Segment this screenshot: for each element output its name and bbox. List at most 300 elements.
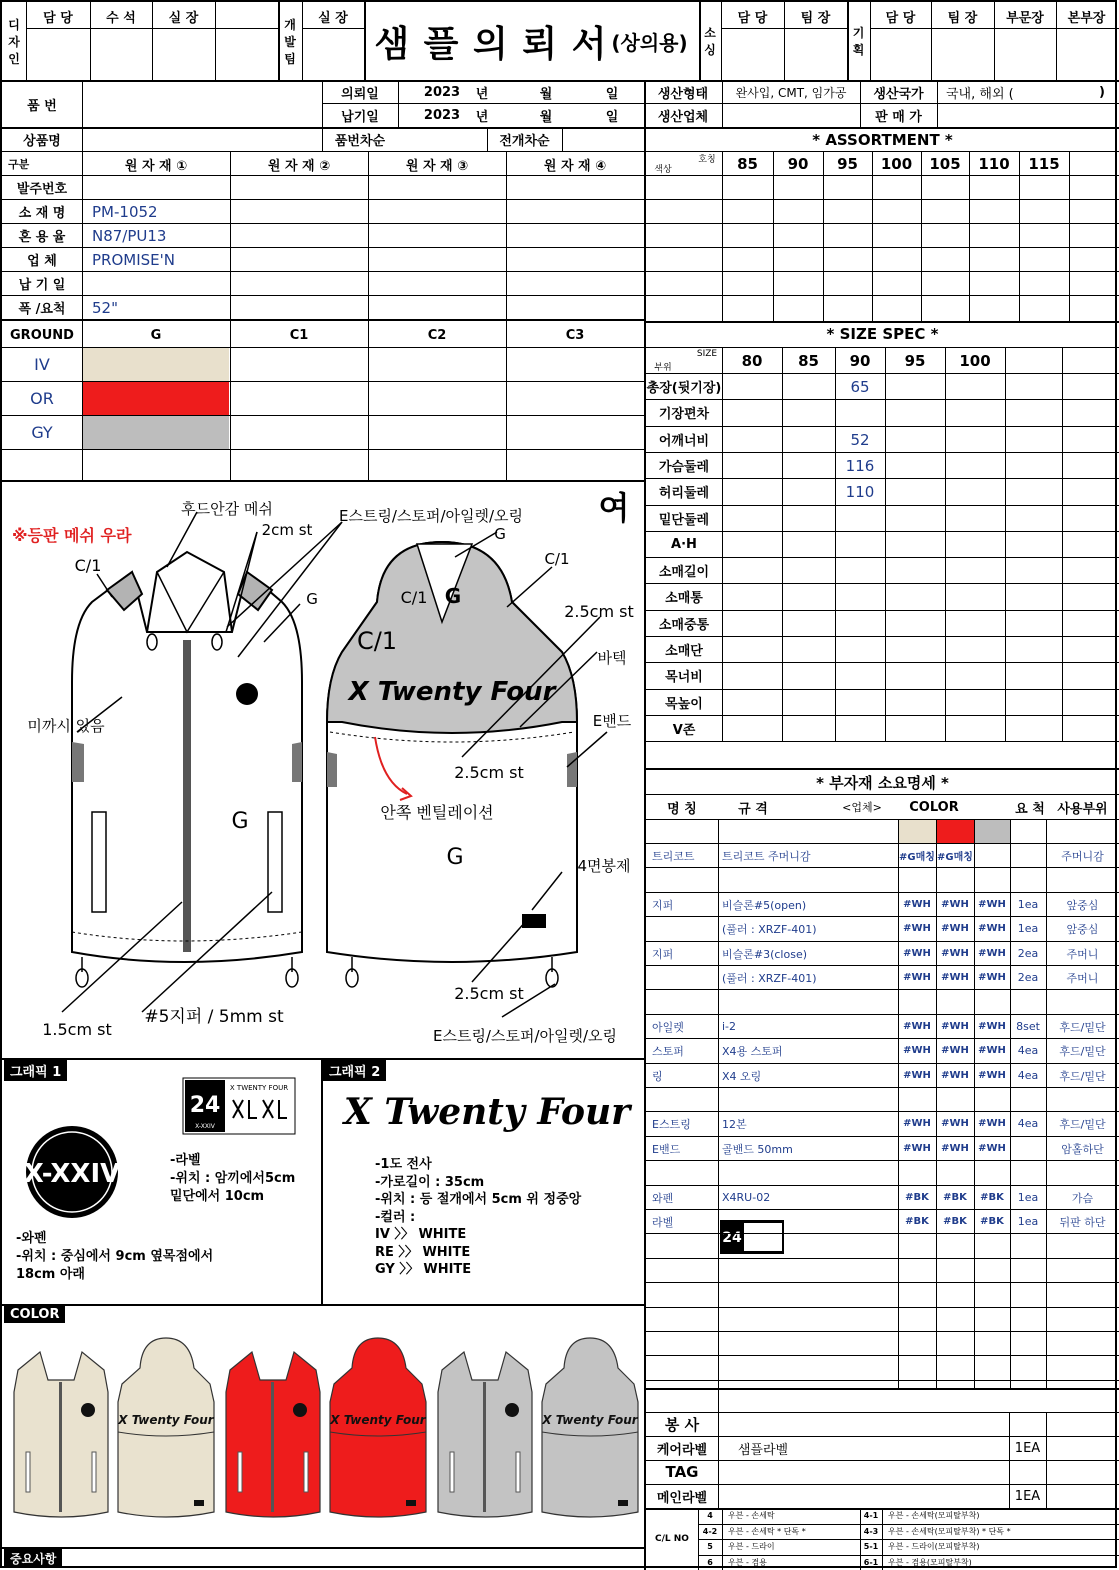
stitch-25-top-label: 2.5cm st (564, 601, 634, 621)
sub-item-name: 링 (652, 1069, 663, 1083)
size-spec-col: 95 (904, 351, 926, 370)
assortment-size-col: 110 (978, 154, 1010, 173)
size-spec-row-label: V존 (672, 723, 696, 738)
sub-item-color-3: #WH (978, 972, 1006, 983)
sub-item-use (1046, 868, 1119, 891)
c1-yoke-label: C/1 (356, 627, 398, 655)
ventilation-label: 안쪽 벤틸레이션 (380, 802, 494, 822)
assortment-size-col: 95 (837, 154, 858, 173)
sub-item-use: 후드/밑단 (1059, 1044, 1106, 1058)
sub-item-color-1 (898, 990, 936, 1013)
sub-col-use: 사용부위 (1057, 801, 1108, 817)
sub-item-color-1: #WH (903, 1118, 931, 1129)
size-spec-row-label: 소매통 (665, 591, 703, 606)
sub-col-vendor: <업체> (842, 801, 882, 814)
sub-item-spec (718, 1210, 898, 1233)
size-spec-col: 80 (741, 351, 763, 370)
material-col-3: 원 자 재 ③ (405, 158, 469, 174)
back-mesh-note: ※등판 메쉬 우라 (12, 525, 132, 545)
sub-item-color-2: #G매칭 (937, 852, 973, 863)
cl-desc: 우븐 - 겸용 (728, 1558, 767, 1567)
material-col-2: 원 자 재 ② (267, 158, 331, 174)
label-bottom-text: X-XXIV (195, 1123, 215, 1130)
colorway-front-2 (438, 1352, 532, 1517)
sub-item-color-1: #WH (903, 899, 931, 910)
c1-left-label: C/1 (74, 555, 102, 575)
sub-item-color-3: #WH (978, 899, 1006, 910)
sub-item-color-2 (936, 868, 974, 891)
cl-desc: 우븐 - 손세탁 (728, 1511, 775, 1520)
back-logo-text: X Twenty Four (348, 677, 556, 707)
sub-item-spec: X4RU-02 (722, 1191, 771, 1204)
size-spec-value: 116 (845, 456, 875, 475)
colorway-name: IV (34, 355, 50, 374)
material-row-label: 소 재 명 (18, 206, 66, 221)
care-label-value: 샘플라벨 (737, 1442, 789, 1458)
cl-code: 4-3 (863, 1527, 879, 1536)
due-year: 2023 (423, 108, 461, 123)
sub-item-color-1: #WH (903, 1045, 931, 1056)
cl-desc: 우븐 - 드라이(모피탈부착) (888, 1542, 980, 1551)
print-spec-note: -1도 전사 -가로길이 : 35cm -위치 : 등 절개에서 5cm 위 정중앙 -컬러 : IV 〉〉 WHITE RE 〉〉 WHITE GY 〉〉 WHITE (375, 1157, 582, 1277)
sub-item-qty (1010, 844, 1046, 867)
sub-item-spec (718, 1161, 898, 1184)
due-month-unit: 월 (539, 110, 553, 125)
size-spec-value (835, 690, 885, 715)
sub-item-color-2: #WH (941, 923, 969, 934)
sub-item-color-1: #WH (903, 948, 931, 959)
cl-code: 4-2 (702, 1527, 718, 1536)
sourcing-staff-col: 담 당 (737, 10, 768, 26)
colorway-front-1 (226, 1352, 320, 1517)
colorway-name: GY (31, 423, 53, 442)
assortment-corner-top: 호칭 (698, 154, 716, 165)
sales-price-label: 판 매 가 (875, 110, 922, 125)
planning-lead-col: 팀 장 (947, 10, 978, 26)
sub-item-use: 뒤판 하단 (1059, 1215, 1106, 1229)
sub-color-swatch (937, 820, 974, 843)
sub-item-name (648, 966, 718, 989)
sub-item-spec (718, 868, 898, 891)
sub-item-use: 주머니감 (1061, 849, 1104, 863)
sub-item-spec: X4용 스토퍼 (722, 1044, 783, 1058)
sub-item-qty (1010, 868, 1046, 891)
label-position-note: -라벨 -위치 : 암끼에서5cm 밑단에서 10cm (170, 1153, 296, 1204)
size-spec-value (835, 663, 885, 688)
sub-col-color: COLOR (909, 799, 959, 815)
sub-item-qty: 1ea (1017, 1191, 1039, 1204)
production-country-value: 국내, 해외 ( (946, 87, 1014, 102)
assortment-size-col: 85 (737, 154, 758, 173)
material-row-label: 혼 용 율 (18, 230, 66, 245)
size-spec-row-label: 소매단 (665, 644, 703, 659)
sub-item-qty: 4ea (1017, 1044, 1039, 1057)
sub-item-use (1046, 1088, 1119, 1111)
g-hood-label: G (444, 584, 462, 608)
svg-text:24: 24 (722, 1230, 742, 1246)
cl-desc: 우븐 - 드라이 (728, 1542, 775, 1551)
colorway-illustrations (2, 1332, 644, 1546)
material-col-4: 원 자 재 ④ (543, 158, 607, 174)
svg-text:X Twenty Four: X Twenty Four (330, 1413, 426, 1427)
sourcing-label: 소 싱 (704, 26, 716, 57)
sub-item-name: 지퍼 (652, 947, 674, 961)
sub-item-color-3 (974, 1161, 1010, 1184)
material-col-1: 원 자 재 ① (124, 158, 188, 174)
sub-item-qty: 1ea (1017, 922, 1039, 935)
sub-item-color-2 (936, 1088, 974, 1111)
cl-desc: 우븐 - 겸용(모피탈부착) (888, 1558, 972, 1567)
sub-item-color-2: #WH (941, 1118, 969, 1129)
sub-item-color-2 (936, 990, 974, 1013)
sub-item-color-3: #WH (978, 1021, 1006, 1032)
sub-item-color-3 (974, 990, 1010, 1013)
colorway-back-1 (329, 1338, 427, 1517)
c1-back-right-label: C/1 (544, 550, 570, 568)
sub-item-use: 주머니 (1066, 971, 1099, 985)
production-type-label: 생산형태 (657, 87, 709, 102)
material-row-label: 납 기 일 (18, 278, 66, 293)
sub-item-color-3: #WH (978, 923, 1006, 934)
sub-item-color-2: #WH (941, 1070, 969, 1081)
sub-item-name: E스트링 (652, 1117, 691, 1131)
size-spec-col: 100 (959, 351, 991, 370)
four-panel-label: 4면봉제 (577, 856, 631, 875)
sub-item-color-1: #WH (903, 1143, 931, 1154)
sub-item-color-2: #WH (941, 1143, 969, 1154)
planning-label: 기 획 (852, 26, 865, 57)
sub-item-color-2: #WH (941, 1045, 969, 1056)
sub-color-swatch (975, 820, 1010, 843)
cl-code: 5 (707, 1542, 713, 1551)
sub-item-spec (718, 1088, 898, 1111)
material-row-value: N87/PU13 (92, 226, 167, 245)
sub-item-color-3: #BK (980, 1192, 1004, 1203)
cl-code: 6-1 (863, 1558, 879, 1567)
request-year-unit: 년 (475, 87, 489, 102)
sub-item-name (648, 917, 718, 940)
sub-item-color-3 (974, 844, 1010, 867)
stitch-15-label: 1.5cm st (42, 1019, 112, 1039)
no-seam-label: 미까시 있음 (27, 716, 105, 735)
sub-item-qty: 2ea (1017, 971, 1039, 984)
cl-code: 4 (707, 1511, 713, 1520)
sub-item-qty: 4ea (1017, 1069, 1039, 1082)
sub-color-swatch (899, 820, 936, 843)
sub-item-color-2: #BK (943, 1192, 967, 1203)
due-day-unit: 일 (605, 110, 619, 125)
estring-top-label: E스트링/스토퍼/아일렛/오링 (338, 506, 524, 525)
main-label-label: 메인라벨 (656, 1490, 708, 1506)
colorway-swatch (83, 416, 229, 449)
size-spec-row-label: 총장(뒷기장) (646, 381, 722, 396)
sub-item-color-1 (898, 868, 936, 891)
assortment-size-col: 105 (929, 154, 961, 173)
sub-item-name: 지퍼 (652, 898, 674, 912)
sub-item-color-3 (974, 1088, 1010, 1111)
sub-item-name (648, 1161, 718, 1184)
sub-item-qty (1010, 1088, 1046, 1111)
size-spec-col: 85 (798, 351, 819, 370)
cl-code: 5-1 (863, 1542, 879, 1551)
material-row-label: 업 체 (27, 254, 57, 269)
sub-item-color-1: #WH (903, 1070, 931, 1081)
sub-item-color-3: #BK (980, 1216, 1004, 1227)
cl-desc: 우븐 - 손세탁 * 단독 * (728, 1527, 806, 1536)
sourcing-lead-col: 팀 장 (800, 10, 831, 26)
colorway-swatch (83, 382, 229, 415)
colorway-name: OR (30, 389, 54, 408)
sub-item-color-1: #WH (903, 923, 931, 934)
sub-item-use: 가슴 (1071, 1191, 1094, 1205)
patch-badge (24, 1124, 120, 1220)
color-section-title: COLOR (4, 1306, 65, 1323)
label-graphic (183, 1078, 295, 1134)
cl-code: 4-1 (863, 1511, 879, 1520)
request-year: 2023 (423, 85, 461, 100)
sub-item-use: 앞중심 (1066, 898, 1099, 912)
sub-item-qty: 8set (1016, 1020, 1040, 1033)
sub-item-qty (1010, 1137, 1046, 1160)
due-year-unit: 년 (475, 110, 489, 125)
sub-item-spec: 비슬론#5(open) (722, 898, 807, 912)
gender-label: 여 (598, 489, 630, 527)
svg-text:X Twenty Four: X Twenty Four (118, 1413, 214, 1427)
patch-badge-text: X-XXIV (23, 1159, 121, 1189)
sewing-thread-label: 봉 사 (664, 1415, 700, 1434)
size-spec-value (835, 637, 885, 662)
size-spec-title: * SIZE SPEC * (826, 325, 939, 343)
size-spec-value (835, 584, 885, 609)
sub-item-color-1 (898, 1161, 936, 1184)
dev-order-label: 전개차순 (499, 134, 550, 149)
material-row-value: PROMISE'N (92, 250, 175, 269)
size-spec-value (835, 506, 885, 531)
size-spec-row-label: 허리둘레 (658, 486, 710, 501)
size-spec-corner-bottom: 부위 (654, 362, 672, 373)
sub-item-use: 앞중심 (1066, 922, 1099, 936)
graphic1-title: 그래픽 1 (4, 1060, 67, 1081)
request-date-label: 의뢰일 (341, 87, 379, 102)
sub-item-color-1: #WH (903, 1021, 931, 1032)
ground-col-c3: C3 (565, 327, 585, 343)
size-spec-row-label: 기장편차 (658, 407, 710, 422)
sub-item-spec: X4 오링 (722, 1069, 762, 1083)
size-spec-row-label: 소매중통 (658, 618, 710, 633)
sub-item-spec: (풀러 : XRZF-401) (722, 922, 817, 936)
label-number: 24 (189, 1093, 221, 1118)
sub-item-qty: 1ea (1017, 898, 1039, 911)
sub-col-qty: 요 척 (1015, 801, 1045, 817)
material-row-value (88, 176, 228, 199)
material-row-value: 52" (92, 298, 118, 317)
ground-col-g: G (150, 327, 162, 343)
g-back-label: G (446, 844, 464, 870)
sub-item-color-3 (974, 868, 1010, 891)
due-date-label: 납기일 (341, 110, 379, 125)
document-title: 샘 플 의 뢰 서 (상의용) (374, 23, 688, 65)
stitch-25-bot-label: 2.5cm st (454, 983, 524, 1003)
sub-item-use: 후드/밑단 (1059, 1117, 1106, 1131)
planning-division-col: 부문장 (1006, 10, 1044, 26)
item-no-order-label: 품번차순 (334, 134, 386, 149)
hood-mesh-label: 후드안감 메쉬 (181, 499, 273, 518)
material-row-label: 폭 /요척 (18, 302, 66, 317)
size-spec-row-label: 소매길이 (658, 565, 710, 580)
sub-item-use: 후드/밑단 (1059, 1069, 1106, 1083)
size-spec-row-label: 목높이 (665, 697, 703, 712)
sub-item-use: 후드/밑단 (1059, 1020, 1106, 1034)
sub-item-color-1: #G매칭 (899, 852, 935, 863)
g-body-label: G (231, 808, 249, 834)
size-spec-row-label: 어깨너비 (658, 434, 710, 449)
sub-item-color-1: #BK (905, 1216, 929, 1227)
sub-item-color-1: #BK (905, 1192, 929, 1203)
sub-item-color-2: #WH (941, 899, 969, 910)
stitch-25-mid-label: 2.5cm st (454, 762, 524, 782)
sub-item-use: 주머니 (1066, 947, 1099, 961)
ground-label: GROUND (10, 327, 74, 343)
design-senior-col: 수 석 (106, 10, 136, 26)
division-label: 구분 (8, 158, 30, 171)
size-spec-row-label: 목너비 (665, 670, 703, 685)
material-row-value (88, 272, 228, 295)
assortment-corner-bottom: 색상 (654, 164, 672, 175)
sub-item-color-1: #WH (903, 972, 931, 983)
size-spec-value (835, 400, 885, 425)
sub-item-spec: (풀러 : XRZF-401) (722, 971, 817, 985)
sub-item-name: 아일렛 (652, 1020, 684, 1034)
sub-item-color-2: #WH (941, 972, 969, 983)
planning-staff-col: 담 당 (885, 10, 916, 26)
size-spec-value (835, 558, 885, 583)
g-front-label: G (306, 590, 318, 608)
colorway-swatch (83, 348, 229, 381)
patch-position-note: -와펜 -위치 : 중심에서 9cm 옆목점에서 18cm 아래 (16, 1231, 214, 1282)
production-country-close: ) (1099, 85, 1105, 100)
sub-item-qty (1010, 1161, 1046, 1184)
cl-code: 6 (707, 1558, 713, 1567)
label-top-text: X TWENTY FOUR (229, 1084, 289, 1092)
colorway-front-0 (14, 1352, 108, 1517)
sub-item-spec (718, 990, 898, 1013)
tag-label: TAG (665, 1463, 699, 1481)
ground-col-c2: C2 (427, 327, 447, 343)
sub-item-qty (1010, 990, 1046, 1013)
sub-item-color-3: #WH (978, 1118, 1006, 1129)
size-spec-value: 65 (850, 377, 870, 396)
dev-label: 개 발 팀 (284, 17, 296, 66)
size-spec-value (835, 532, 885, 557)
request-day-unit: 일 (605, 87, 619, 102)
sub-item-spec: 비슬론#3(close) (722, 947, 808, 961)
sub-item-name: 스토퍼 (652, 1044, 684, 1058)
ground-col-c1: C1 (289, 327, 309, 343)
size-spec-row-label: 밑단둘레 (658, 513, 710, 528)
production-country-label: 생산국가 (873, 87, 924, 102)
sub-item-qty: 4ea (1017, 1117, 1039, 1130)
sub-item-name (648, 990, 718, 1013)
assortment-title: * ASSORTMENT * (812, 130, 953, 149)
sub-item-name: E밴드 (652, 1142, 681, 1156)
cl-desc: 우븐 - 손세탁(모피탈부착) (888, 1511, 980, 1520)
sub-item-spec: 트리코트 주머니감 (722, 849, 811, 863)
sub-item-color-3: #WH (978, 948, 1006, 959)
size-spec-value: 110 (845, 482, 875, 501)
assortment-size-col: 90 (787, 154, 809, 173)
design-head-col: 실 장 (168, 10, 199, 26)
sub-item-qty: 2ea (1017, 947, 1039, 960)
size-spec-row-label: A·H (671, 537, 697, 552)
size-spec-value (835, 716, 885, 741)
product-name-label: 상품명 (23, 134, 61, 149)
factory-label: 생산업체 (657, 110, 709, 125)
sub-item-color-3: #WH (978, 1045, 1006, 1056)
main-label-qty: 1EA (1014, 1488, 1041, 1504)
sub-item-name: 라벨 (652, 1215, 674, 1229)
design-label: 디 자 인 (8, 17, 20, 66)
c1-hood-label: C/1 (400, 587, 428, 607)
graphic2-title: 그래픽 2 (323, 1060, 386, 1081)
colorway-back-2 (541, 1338, 639, 1517)
sub-item-name: 트리코트 (652, 849, 695, 863)
request-month-unit: 월 (539, 87, 553, 102)
sub-item-name (648, 868, 718, 891)
assortment-size-col: 115 (1028, 154, 1060, 173)
print-logo: X Twenty Four (343, 1091, 631, 1133)
design-staff-col: 담 당 (43, 10, 73, 26)
size-spec-row-label: 가슴둘레 (658, 460, 710, 475)
important-label: 중요사항 (4, 1549, 62, 1568)
bartack-label: 바텍 (597, 648, 627, 667)
sub-item-color-3: #WH (978, 1070, 1006, 1081)
sub-col-spec: 규 격 (738, 801, 768, 817)
cl-no-label: C/L NO (655, 1534, 689, 1544)
sub-item-color-3: #WH (978, 1143, 1006, 1154)
material-row-label: 발주번호 (16, 182, 68, 197)
sub-item-use (1046, 990, 1119, 1013)
size-spec-col: 90 (849, 351, 871, 370)
assortment-size-col: 100 (880, 154, 913, 173)
size-spec-value: 52 (850, 430, 870, 449)
svg-text:X Twenty Four: X Twenty Four (542, 1413, 638, 1427)
stitch-2cm-label: 2cm st (261, 521, 313, 539)
sub-item-color-1 (898, 1088, 936, 1111)
sub-item-color-2: #BK (943, 1216, 967, 1227)
sub-item-color-2: #WH (941, 1021, 969, 1032)
production-type-value: 완사입, CMT, 임가공 (735, 86, 847, 100)
sub-item-color-2 (936, 1161, 974, 1184)
size-spec-corner-top: SIZE (696, 349, 718, 359)
sub-item-use (1046, 1161, 1119, 1184)
item-no-label: 품 번 (27, 99, 57, 114)
sub-item-qty: 1ea (1017, 1215, 1039, 1228)
care-label-label: 케어라벨 (656, 1442, 708, 1458)
sub-materials-title: * 부자재 소요명세 * (816, 773, 949, 792)
sub-item-name (648, 1088, 718, 1111)
g-back-top-label: G (494, 525, 506, 543)
eband-label: E밴드 (592, 711, 632, 730)
sub-item-name: 와펜 (652, 1191, 674, 1205)
zipper-spec-label: #5지퍼 / 5mm st (144, 1006, 284, 1027)
material-row-value: PM-1052 (92, 202, 158, 221)
sub-item-spec: 골밴드 50mm (722, 1142, 793, 1156)
care-label-qty: 1EA (1014, 1440, 1041, 1456)
sub-item-spec: 12본 (722, 1117, 747, 1131)
cl-desc: 우븐 - 손세탁(모피탈부착) * 단독 * (888, 1527, 1011, 1536)
estring-bot-label: E스트링/스토퍼/아일렛/오링 (432, 1026, 618, 1045)
colorway-back-0 (117, 1338, 215, 1517)
